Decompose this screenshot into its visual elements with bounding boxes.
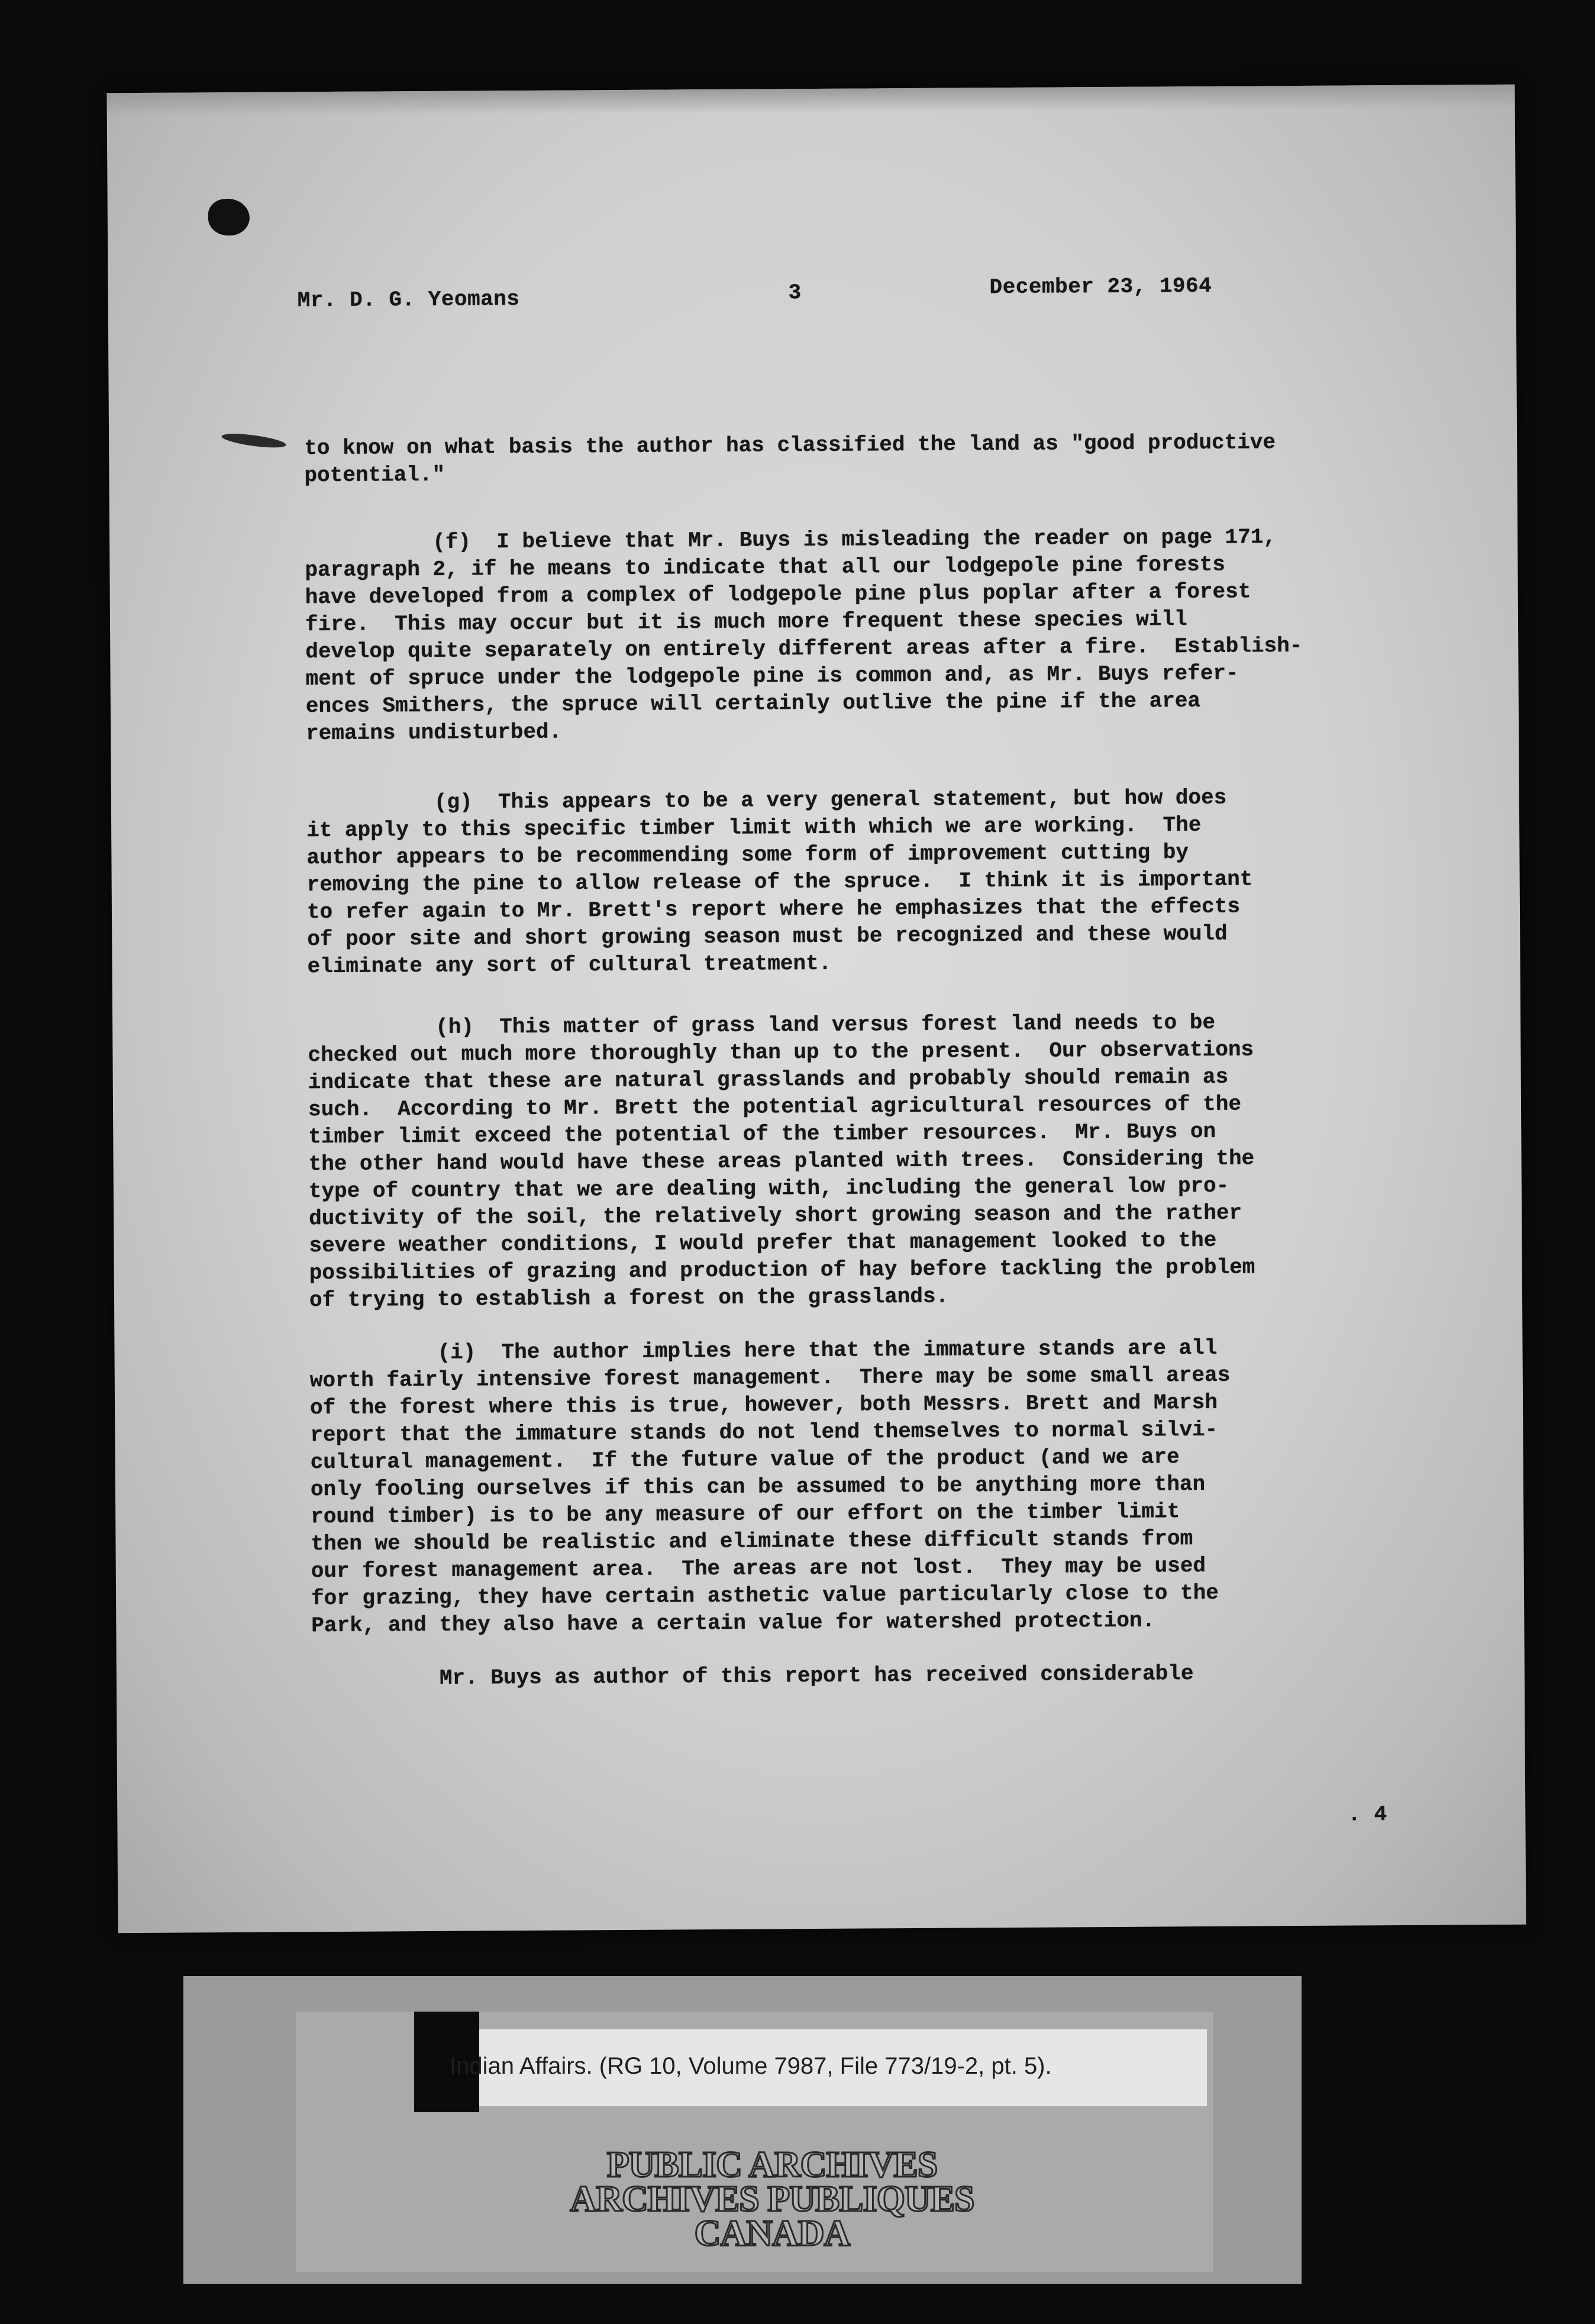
typewritten-letter-page [107, 85, 1526, 1933]
paragraph-g: (g) This appears to be a very general statement, but how does it apply to this specific timber limit with which we are working. The author appears to be recommending some form of improvement cutting by removing the pine to allow release of the spruce. I think it is important to refer again to Mr. Brett's report where he emphasizes that the effects of poor site and short growing season must be recognized and these would eliminate any sort of cultural treatment. [306, 785, 1253, 979]
paragraph-h: (h) This matter of grass land versus forest land needs to be checked out much more thoroughly than up to the present. Our observations indicate that these are natural grasslands and probably should remain as such. According to Mr. Brett the potential agricultural resources of the timber limit exceed the potential of the timber resources. Mr. Buys on the other hand would have these areas planted with trees. Considering the type of country that we are dealing with, including the general low pro- ductivity of the soil, the relatively short growing season and the rather severe weather conditions, I would prefer that management looked to the possibilities of grazing and production of hay before tackling the problem of trying to establish a forest on the grasslands. [308, 1010, 1255, 1313]
stamp-line-english: PUBLIC ARCHIVES [606, 2145, 938, 2185]
continued-page-marker: . 4 [1348, 1802, 1387, 1827]
paragraph-continuation: to know on what basis the author has classified the land as "good productive potential." [304, 430, 1276, 488]
letter-date: December 23, 1964 [989, 273, 1212, 300]
archive-label-strip [183, 1976, 1302, 2284]
stamp-line-country: CANADA [694, 2213, 850, 2254]
paragraph-i: (i) The author implies here that the immature stands are all worth fairly intensive forest management. There may be some small areas of the forest where this is true, however, both Messrs. Brett and Marsh report that the immature stands do not lend themselves to normal silvi- cultural management. If the future value of the product (and we are only fooling ourselves if this can be assumed to be anything more than round timber) is to be any measure of our effort on the timber limit then we should be realistic and eliminate these difficult stands from our forest management area. The areas are not lost. They may be used for grazing, they have certain asthetic value particularly close to the Park, and they also have a certain value for watershed protection. [309, 1335, 1231, 1638]
stamp-line-french: ARCHIVES PUBLIQUES [570, 2179, 974, 2219]
public-archives-stamp [521, 2145, 1023, 2254]
page-edge-shadow [107, 85, 1515, 117]
paragraph-f: (f) I believe that Mr. Buys is misleading the reader on page 171, paragraph 2, if he means to indicate that all our lodgepole pine forests have developed from a complex of lodgepole pine plus poplar after a forest fire. This may occur but it is much more frequent these species will develop quite separately on entirely different areas after a fire. Establish- ment of spruce under the lodgepole pine is common and, as Mr. Buys refer- ences Smithers, the spruce will certainly outlive the pine if the area remains undisturbed. [305, 525, 1303, 746]
letter-addressee: Mr. D. G. Yeomans [297, 287, 520, 313]
punch-hole-mark [208, 199, 250, 235]
closing-line: Mr. Buys as author of this report has received considerable [311, 1661, 1194, 1692]
archive-label-card [296, 2012, 1213, 2272]
archive-reference-label: Indian Affairs. (RG 10, Volume 7987, File 773/19-2, pt. 5). [450, 2053, 1052, 2079]
ink-smudge-mark [221, 431, 286, 450]
page-number: 3 [788, 280, 802, 305]
